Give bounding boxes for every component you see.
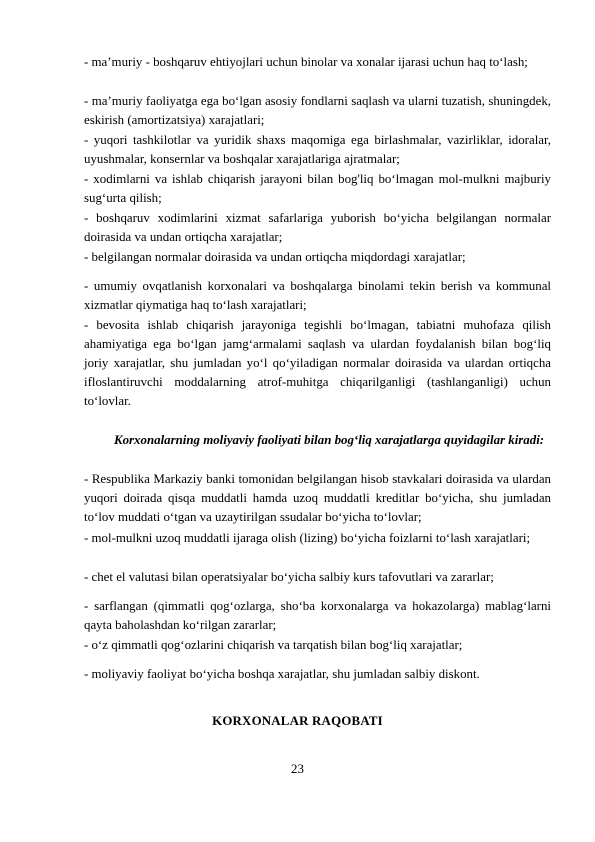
- paragraph-financial-heading: Korxonalarning moliyaviy faoliyati bilan bog‘liq xarajatlarga quyidagilar kiradi:: [114, 433, 545, 447]
- paragraph-norm-expenses: - belgilangan normalar doirasida va undan ortiqcha miqdordagi xarajatlar;: [84, 250, 466, 264]
- paragraph-securities: - o‘z qimmatli qog‘ozlarini chiqarish va tarqatish bilan bog‘liq xarajatlar;: [84, 638, 463, 652]
- paragraph-rent: - ma’muriy - boshqaruv ehtiyojlari uchun binolar va xonalar ijarasi uchun haq to‘lash;: [84, 55, 528, 69]
- paragraph-currency: - chet el valutasi bilan operatsiyalar bo‘yicha salbiy kurs tafovutlari va zararlar;: [84, 570, 494, 584]
- paragraph-insurance: - xodimlarni va ishlab chiqarish jarayoni bilan bog'liq bo‘lmagan mol-mulkni majburiy sug‘urta qilish;: [84, 172, 551, 205]
- paragraph-fixed-assets: - ma’muriy faoliyatga ega bo‘lgan asosiy fondlarni saqlash va ularni tuzatish, shuningdek, eskirish (amortizatsiya) xarajatlari;: [84, 94, 551, 127]
- paragraph-revaluation: - sarflangan (qimmatli qog‘ozlarga, sho‘ba korxonalarga va hokazolarga) mablag‘larni qayta baholashdan ko‘rilgan zararlar;: [84, 599, 551, 632]
- paragraph-catering: - umumiy ovqatlanish korxonalari va boshqalarga binolami tekin berish va kommunal xizmatlar qiymatiga haq to‘lash xarajatlari;: [84, 279, 551, 312]
- section-heading: KORXONALAR RAQOBATI: [212, 714, 383, 728]
- paragraph-other-financial: - moliyaviy faoliyat bo‘yicha boshqa xarajatlar, shu jumladan salbiy diskont.: [84, 667, 480, 681]
- paragraph-leasing: - mol-mulkni uzoq muddatli ijaraga olish (lizing) bo‘yicha foizlarni to‘lash xarajatlari;: [84, 531, 531, 545]
- page-number: 23: [291, 762, 304, 776]
- paragraph-business-trips: - boshqaruv xodimlarini xizmat safarlariga yuborish bo‘yicha belgilangan normalar doirasida va undan ortiqcha xarajatlar;: [84, 211, 551, 244]
- paragraph-higher-organizations: - yuqori tashkilotlar va yuridik shaxs maqomiga ega birlashmalar, vazirliklar, idoralar, uyushmalar, konsernlar va boshqalar xarajatlariga ajratmalar;: [84, 133, 551, 166]
- paragraph-environment: - bevosita ishlab chiqarish jarayoniga tegishli bo‘lmagan, tabiatni muhofaza qilish ahamiyatiga ega bo‘lgan jamg‘armalami saqlash va ulardan foydalanish bilan bog‘liq joriy xarajatlar, shu jumladan yo‘l qo‘yiladigan normalar doirasida va ulardan ortiqcha ifloslantiruvchi moddalarning atrof-muhitga chiqarilganligi (tashlanganligi) uchun to‘lovlar.: [84, 318, 551, 408]
- paragraph-central-bank: - Respublika Markaziy banki tomonidan belgilangan hisob stavkalari doirasida va ulardan yuqori doirada qisqa muddatli hamda uzoq muddatli kreditlar bo‘yicha, shu jumladan to‘lov muddati o‘tgan va uzaytirilgan ssudalar bo‘yicha to‘lovlar;: [84, 472, 551, 524]
